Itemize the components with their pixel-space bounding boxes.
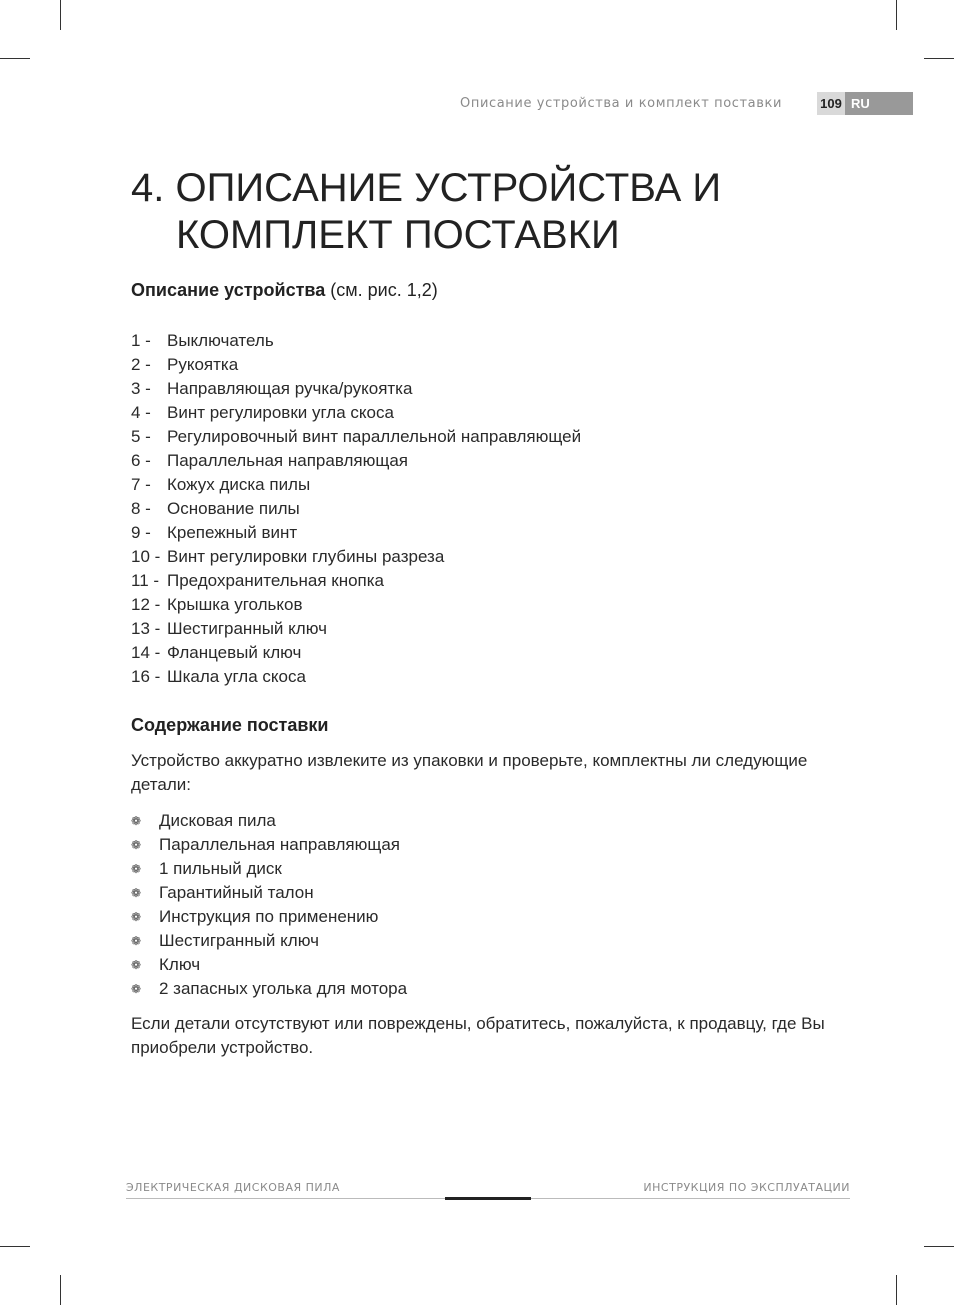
flower-bullet-icon: ❁ [131,982,142,996]
crop-mark [60,0,61,30]
part-label: Кожух диска пилы [167,475,311,494]
part-number: 10 - [131,547,161,566]
list-item [131,929,407,953]
contents-item-label: Шестигранный ключ [159,931,319,950]
crop-mark [0,1246,30,1247]
flower-bullet-icon: ❁ [131,910,142,924]
contents-outro: Если детали отсутствуют или повреждены, обратитесь, пожалуйста, к продавцу, где Вы приобрели устройство. [131,1014,825,1057]
part-label: Предохранительная кнопка [167,571,385,590]
part-label: Рукоятка [167,355,239,374]
list-item [131,665,581,689]
list-item [131,833,407,857]
contents-list [131,809,407,1001]
list-item [131,857,407,881]
crop-mark [924,1246,954,1247]
part-label: Шестигранный ключ [167,619,327,638]
page-number-badge [817,92,913,115]
part-label: Параллельная направляющая [167,451,408,470]
language-label: RU [851,96,870,111]
contents-item-label: Гарантийный талон [159,883,314,902]
list-item [131,329,581,353]
list-item [131,881,407,905]
description-heading-text: Описание устройства [131,280,326,300]
flower-bullet-icon: ❁ [131,958,142,972]
list-item [131,449,581,473]
list-item [131,569,581,593]
part-number: 6 - [131,451,151,470]
footer-document-type: ИНСТРУКЦИЯ ПО ЭКСПЛУАТАЦИИ [643,1181,850,1194]
contents-item-label: 1 пильный диск [159,859,282,878]
part-label: Регулировочный винт параллельной направляющей [167,427,582,446]
chapter-title-line-1: 4. ОПИСАНИЕ УСТРОЙСТВА И [131,166,722,210]
part-number: 5 - [131,427,151,446]
chapter-title-line-2: КОМПЛЕКТ ПОСТАВКИ [176,213,620,257]
part-number: 2 - [131,355,151,374]
part-label: Крепежный винт [167,523,298,542]
list-item [131,977,407,1001]
footer-product-name: ЭЛЕКТРИЧЕСКАЯ ДИСКОВАЯ ПИЛА [126,1181,340,1194]
list-item [131,593,581,617]
list-item [131,617,581,641]
flower-bullet-icon: ❁ [131,862,142,876]
flower-bullet-icon: ❁ [131,814,142,828]
part-number: 7 - [131,475,151,494]
list-item [131,545,581,569]
list-item [131,953,407,977]
part-number: 9 - [131,523,151,542]
list-item [131,401,581,425]
part-number: 16 - [131,667,161,686]
part-number: 4 - [131,403,151,422]
crop-mark [896,1275,897,1305]
contents-item-label: Ключ [159,955,201,974]
contents-item-label: 2 запасных уголька для мотора [159,979,408,998]
flower-bullet-icon: ❁ [131,886,142,900]
part-number: 14 - [131,643,161,662]
chapter-title [131,165,851,259]
contents-item-label: Параллельная направляющая [159,835,400,854]
part-label: Направляющая ручка/рукоятка [167,379,413,398]
crop-mark [924,58,954,59]
part-label: Винт регулировки глубины разреза [167,547,445,566]
list-item [131,521,581,545]
list-item [131,497,581,521]
description-reference: (см. рис. 1,2) [325,280,438,300]
contents-intro: Устройство аккуратно извлеките из упаковки и проверьте, комплектны ли следующие детали: [131,751,808,794]
contents-item-label: Инструкция по применению [159,907,379,926]
part-label: Фланцевый ключ [167,643,302,662]
page-number: 109 [817,92,845,115]
flower-bullet-icon: ❁ [131,934,142,948]
crop-mark [60,1275,61,1305]
part-number: 3 - [131,379,151,398]
parts-list [131,329,581,689]
part-label: Основание пилы [167,499,300,518]
running-header-title: Описание устройства и комплект поставки [460,96,782,111]
part-number: 13 - [131,619,161,638]
list-item [131,905,407,929]
crop-mark [896,0,897,30]
footer-rule-accent [445,1197,531,1200]
list-item [131,425,581,449]
part-number: 12 - [131,595,161,614]
contents-heading: Содержание поставки [131,715,329,735]
part-number: 1 - [131,331,151,350]
part-number: 8 - [131,499,151,518]
crop-mark [0,58,30,59]
list-item [131,473,581,497]
part-label: Винт регулировки угла скоса [167,403,394,422]
list-item [131,353,581,377]
part-label: Шкала угла скоса [167,667,306,686]
list-item [131,641,581,665]
part-number: 11 - [131,571,160,590]
list-item [131,377,581,401]
contents-item-label: Дисковая пила [159,811,276,830]
list-item [131,809,407,833]
part-label: Выключатель [167,331,274,350]
part-label: Крышка угольков [167,595,303,614]
flower-bullet-icon: ❁ [131,838,142,852]
description-heading [131,280,438,301]
